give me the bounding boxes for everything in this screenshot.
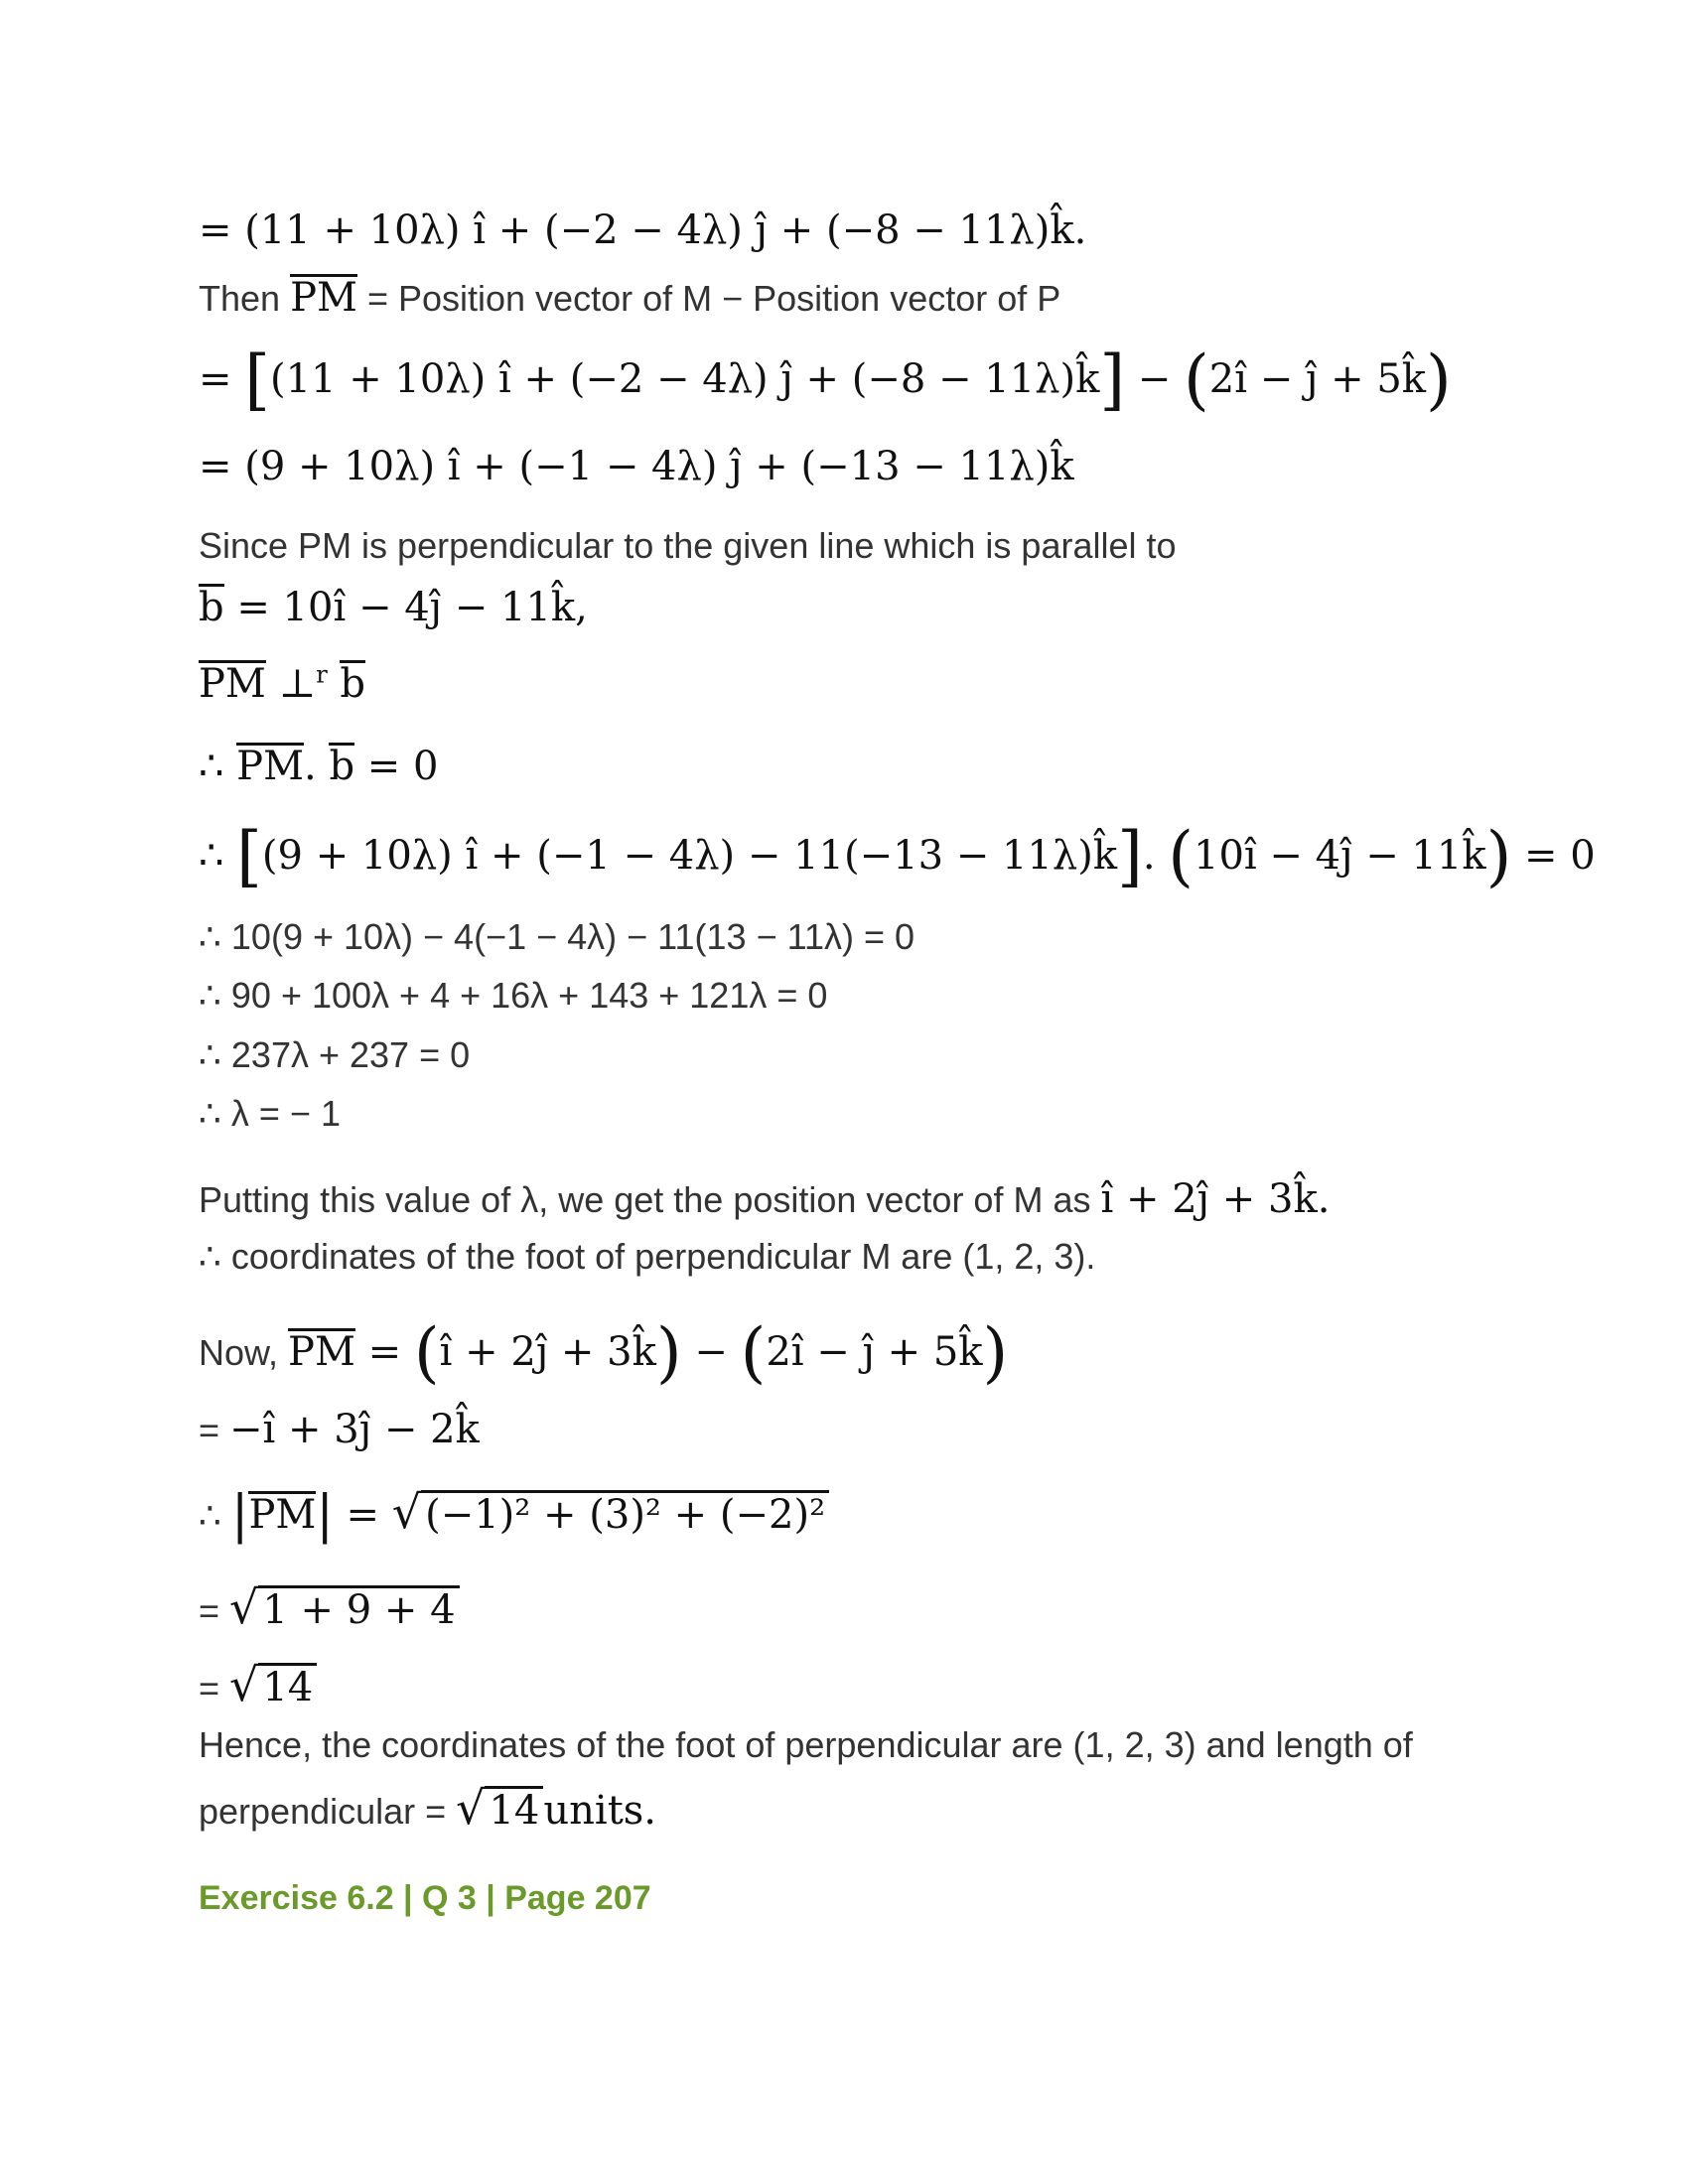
square-root-sign: √: [229, 1580, 259, 1634]
step-line-11: ∴ 90 + 100λ + 4 + 16λ + 143 + 121λ = 0: [199, 975, 828, 1016]
equation-line-1: = (11 + 10λ) î + (−2 − 4λ) ĵ + (−8 − 11λ)k̂.: [199, 207, 1087, 253]
position-vector-line: Putting this value of λ, we get the position vector of M as î + 2ĵ + 3k̂.: [199, 1176, 1331, 1222]
step-line-12: ∴ 237λ + 237 = 0: [199, 1034, 471, 1075]
square-root-sign: √: [456, 1781, 486, 1835]
step-line-10: ∴ 10(9 + 10λ) − 4(−1 − 4λ) − 11(13 − 11λ) = 0: [199, 916, 915, 957]
vector-pm: PM: [199, 661, 266, 707]
dot-product-expanded: ∴ [(9 + 10λ) î + (−1 − 4λ) − 11(−13 − 11λ)k̂]. (10î − 4ĵ − 11k̂) = 0: [199, 818, 1596, 894]
vector-b: b: [329, 744, 355, 789]
equation-line-4: = (9 + 10λ) î + (−1 − 4λ) ĵ + (−13 − 11λ)k̂: [199, 444, 1074, 489]
square-root-sign: √: [229, 1658, 259, 1711]
magnitude-line: ∴ |PM| = √ (−1)² + (3)² + (−2)²: [199, 1489, 829, 1541]
perpendicular-relation: PM ⊥$^r$ b: [199, 660, 366, 707]
vector-pm: PM: [290, 275, 357, 321]
magnitude-result: = √ 14: [199, 1662, 317, 1707]
exercise-reference: Exercise 6.2 | Q 3 | Page 207: [199, 1879, 651, 1917]
magnitude-step: = √ 1 + 9 + 4: [199, 1584, 460, 1630]
vector-b: b: [199, 585, 224, 630]
pm-computation-line: Now, PM = (î + 2ĵ + 3k̂) − (2î − ĵ + 5k̂): [199, 1314, 1009, 1391]
vector-b-line: b = 10î − 4ĵ − 11k̂,: [199, 585, 588, 630]
conclusion-length-line: perpendicular = √ 14 units.: [199, 1781, 657, 1835]
radicand: 1 + 9 + 4: [258, 1585, 459, 1630]
radicand: 14: [485, 1786, 543, 1831]
vector-b: b: [340, 661, 366, 707]
coordinates-line: ∴ coordinates of the foot of perpendicular M are (1, 2, 3).: [199, 1236, 1096, 1277]
pm-result-line: = −î + 3ĵ − 2k̂: [199, 1407, 480, 1452]
vector-pm: PM: [288, 1329, 355, 1375]
dot-product-line: ∴ PM. b = 0: [199, 744, 439, 789]
perpendicular-statement: Since PM is perpendicular to the given line which is parallel to: [199, 525, 1177, 566]
conclusion-line: Hence, the coordinates of the foot of perpendicular are (1, 2, 3) and length of: [199, 1724, 1413, 1765]
vector-pm: PM: [236, 744, 305, 789]
radicand: 14: [258, 1663, 317, 1707]
pm-definition-line: Then PM = Position vector of M − Position vector of P: [199, 275, 1061, 321]
vector-pm: PM: [248, 1492, 317, 1538]
radicand: (−1)² + (3)² + (−2)²: [421, 1490, 829, 1535]
square-root-sign: √: [391, 1485, 422, 1539]
equation-line-3: = [(11 + 10λ) î + (−2 − 4λ) ĵ + (−8 − 11λ)k̂] − (2î − ĵ + 5k̂): [199, 341, 1452, 418]
step-line-13: ∴ λ = − 1: [199, 1093, 341, 1134]
